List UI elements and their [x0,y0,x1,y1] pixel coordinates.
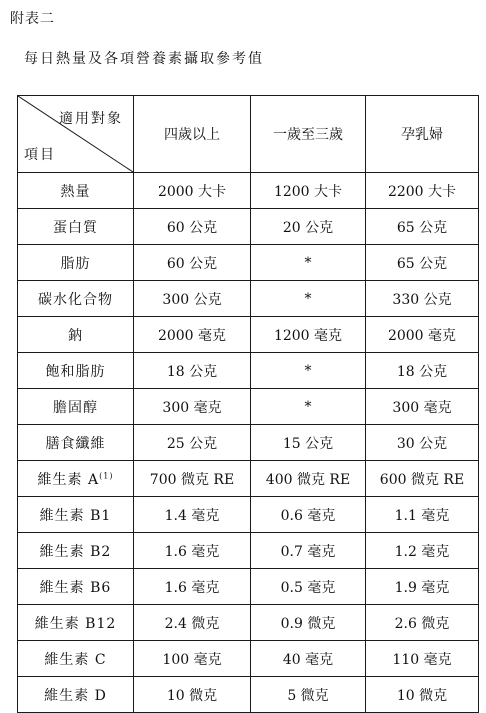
table-cell: 1.4 毫克 [134,497,251,533]
table-cell: 1.9 毫克 [366,569,479,605]
table-row [18,173,479,209]
table-cell: 400 微克 RE [251,461,366,497]
row-item-cell [18,497,134,533]
row-item-label: 維生素 C [44,651,107,668]
table-row [18,533,479,569]
table-cell: 60 公克 [134,209,251,245]
table-cell: 300 公克 [134,281,251,317]
table-cell: 600 微克 RE [366,461,479,497]
table-row [18,569,479,605]
table-cell: 100 毫克 [134,641,251,677]
table-row [18,605,479,641]
column-header: 孕乳婦 [366,96,479,173]
table-row [18,641,479,677]
table-row [18,389,479,425]
table-cell: 110 毫克 [366,641,479,677]
header-row [18,96,479,173]
row-item-cell [18,461,134,497]
column-header: 一歲至三歲 [251,96,366,173]
row-item-label: 維生素 B12 [34,615,117,632]
table-cell: * [251,281,366,317]
document-title: 每日熱量及各項營養素攝取參考值 [24,51,264,67]
row-item-cell [18,353,134,389]
table-row [18,281,479,317]
corner-header-cell [18,96,134,173]
table-cell: 2000 毫克 [366,317,479,353]
table-cell: 2000 大卡 [134,173,251,209]
table-row [18,209,479,245]
row-item-label: 蛋白質 [53,219,98,236]
table-row [18,317,479,353]
row-item-cell [18,569,134,605]
table-cell: 30 公克 [366,425,479,461]
row-item-cell [18,641,134,677]
table-cell: 1.6 毫克 [134,533,251,569]
row-item-label: 鈉 [68,327,83,344]
corner-header-target-label: 適用對象 [59,111,123,127]
table-row [18,497,479,533]
table-body [18,96,479,713]
table-cell: 18 公克 [134,353,251,389]
table-cell: * [251,245,366,281]
table-cell: 20 公克 [251,209,366,245]
table-row [18,245,479,281]
row-item-cell [18,605,134,641]
row-item-label: 維生素 D [44,687,107,704]
row-item-label: 維生素 A [37,471,100,488]
table-cell: 40 毫克 [251,641,366,677]
table-cell: 1.2 毫克 [366,533,479,569]
table-cell: 300 毫克 [134,389,251,425]
table-cell: 1200 毫克 [251,317,366,353]
row-item-cell [18,317,134,353]
table-cell: 330 公克 [366,281,479,317]
table-cell: 10 微克 [366,677,479,713]
table-cell: 18 公克 [366,353,479,389]
corner-header-item-label: 項目 [24,147,56,163]
row-item-cell [18,209,134,245]
column-header: 四歲以上 [134,96,251,173]
row-item-label: 碳水化合物 [38,291,113,308]
row-item-label: 維生素 B2 [39,543,112,560]
row-item-cell [18,245,134,281]
appendix-label: 附表二 [10,11,55,27]
table-cell: * [251,353,366,389]
nutrient-reference-table [17,95,479,713]
row-item-label: 維生素 B6 [39,579,112,596]
table-cell: 2.4 微克 [134,605,251,641]
row-item-label: 脂肪 [60,255,91,272]
table-cell: 2.6 微克 [366,605,479,641]
row-item-label: 膳食纖維 [45,435,106,452]
table-cell: 0.6 毫克 [251,497,366,533]
table-cell: 1200 大卡 [251,173,366,209]
footnote-marker: (1) [99,470,114,480]
row-item-label: 膽固醇 [53,399,98,416]
table-cell: 0.9 微克 [251,605,366,641]
row-item-cell [18,173,134,209]
row-item-label: 熱量 [60,183,91,200]
table-cell: 300 毫克 [366,389,479,425]
table-cell: 1.1 毫克 [366,497,479,533]
row-item-label: 維生素 B1 [39,507,112,524]
table-cell: 60 公克 [134,245,251,281]
table-cell: 65 公克 [366,245,479,281]
row-item-cell [18,281,134,317]
table-row [18,461,479,497]
table-row [18,425,479,461]
table-cell: 65 公克 [366,209,479,245]
table-cell: 2000 毫克 [134,317,251,353]
row-item-cell [18,425,134,461]
table-cell: 25 公克 [134,425,251,461]
table-cell: * [251,389,366,425]
table-cell: 15 公克 [251,425,366,461]
row-item-label: 飽和脂肪 [45,363,106,380]
table-cell: 700 微克 RE [134,461,251,497]
table-cell: 1.6 毫克 [134,569,251,605]
row-item-cell [18,533,134,569]
table-cell: 10 微克 [134,677,251,713]
row-item-cell [18,677,134,713]
table-cell: 0.7 毫克 [251,533,366,569]
table-cell: 0.5 毫克 [251,569,366,605]
table-row [18,677,479,713]
table-row [18,353,479,389]
table-cell: 5 微克 [251,677,366,713]
table-cell: 2200 大卡 [366,173,479,209]
row-item-cell [18,389,134,425]
